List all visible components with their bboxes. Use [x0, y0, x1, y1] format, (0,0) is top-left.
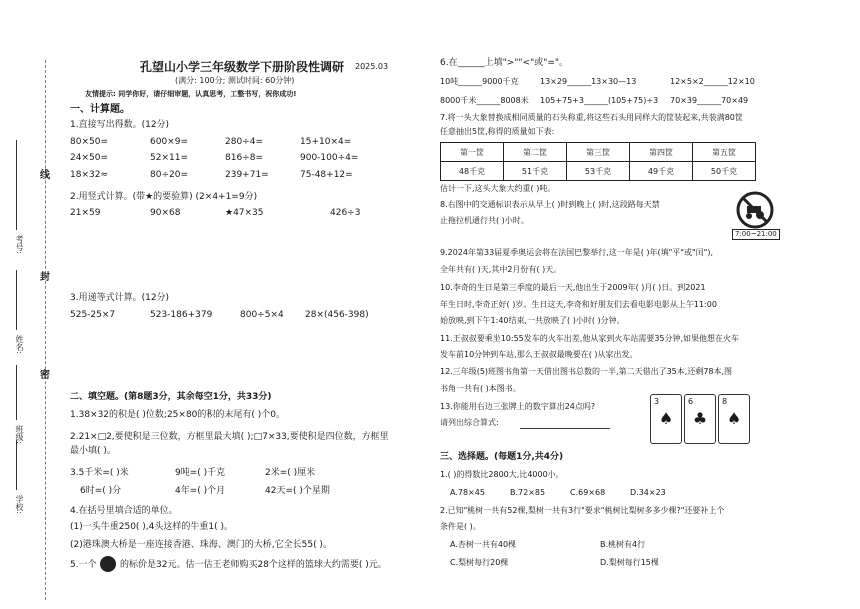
r8-text: 8.右图中的交通标识表示从早上( )时到晚上( )时,这段路每天禁 — [440, 200, 660, 209]
class-field[interactable] — [16, 365, 17, 420]
table-head-4: 第四筐 — [630, 143, 693, 162]
seal-seal-char: 封 — [40, 272, 50, 283]
q3-item-4: 28×(456-398) — [305, 310, 369, 320]
r6-a1: 10吨______9000千克 — [440, 77, 519, 86]
card-3: 3 ♠ — [650, 394, 682, 444]
r11-text: 11.王叔叔要乘坐10:55发车的火车出差,他从家到火车站需要35分钟,如果他想在火车 — [440, 334, 740, 343]
r7-text-b: 任意抽出5筐,称得的质量如下表: — [440, 127, 555, 136]
choice-2-opt-a[interactable]: A.杏树一共有40棵 — [450, 540, 517, 549]
r6-b3: 70×39______70×49 — [670, 96, 749, 105]
q3-item-2: 523-186+379 — [150, 310, 213, 320]
q1-item: 24×50= — [70, 153, 108, 163]
r8-text-b: 止拖拉机通行共( )小时。 — [440, 216, 529, 225]
r12-text-b: 书角一共有( )本图书。 — [440, 384, 521, 393]
seal-line-char: 线 — [40, 170, 50, 181]
q1-item: 816÷8= — [225, 153, 263, 163]
choice-1-opt-b[interactable]: B.72×85 — [510, 488, 546, 497]
choice-2-opt-b[interactable]: B.桃树有4行 — [600, 540, 646, 549]
seal-secret-char: 密 — [40, 370, 50, 381]
q1-item: 18×32≈ — [70, 170, 108, 180]
choice-2: 2.已知"桃树一共有52棵,梨树一共有3行"要求"桃树比梨树多多少棵?"还要补上个 — [440, 506, 725, 515]
table-val-4: 49千克 — [630, 162, 693, 181]
fill-5: 5.一个 — [70, 560, 97, 570]
q1-title: 1.直接写出得数。(12分) — [70, 120, 170, 130]
class-label: 班级: — [15, 425, 24, 444]
table-head-3: 第三筐 — [567, 143, 630, 162]
card-6: 6 ♣ — [684, 394, 716, 444]
q1-item: 52×11= — [150, 153, 188, 163]
table-head-5: 第五筐 — [693, 143, 756, 162]
section-3-title: 三、选择题。(每题1分,共4分) — [440, 452, 564, 462]
r11-text-b: 发车前10分钟到车站,那么王叔叔最晚要在( )从家出发。 — [440, 350, 638, 359]
card-3-rank: 3 — [654, 397, 660, 406]
sign-time-plate: 7:00~21:00 — [732, 229, 780, 240]
table-val-2: 51千克 — [504, 162, 567, 181]
q3-title: 3.用递等式计算。(12分) — [70, 293, 170, 303]
r6-b2: 105+75+3______(105+75)÷3 — [540, 96, 659, 105]
q1-item: 600×9= — [150, 137, 188, 147]
card-8-rank: 8 — [722, 397, 728, 406]
table-val-1: 48千克 — [441, 162, 504, 181]
table-val-3: 53千克 — [567, 162, 630, 181]
choice-1: 1.( )的得数比2800大,比4000小。 — [440, 470, 564, 479]
fill-3a-1: 3.5千米=( )米 — [70, 468, 129, 478]
fill-3b-2: 4年=( )个月 — [175, 486, 226, 496]
fill-2: 2.21×□2,要使积是三位数，方框里最大填( );□7×33,要使积是四位数，方框里 — [70, 432, 389, 442]
card-6-rank: 6 — [688, 397, 694, 406]
r7-text: 7.将一头大象替换成相同质量的石头称重,将这些石头用同样大的筐装起来,共装满80筐 — [440, 113, 743, 122]
fill-5b: 的标价是32元。估一估王老师购买28个这样的篮球大约需要( )元。 — [120, 560, 387, 570]
name-label: 姓名: — [15, 335, 24, 354]
friendly-tip: 友情提示: 同学你好，请仔细审题，认真思考，工整书写，祝你成功! — [85, 90, 297, 98]
r13-text: 13.你能用右边三张牌上的数字算出24点吗? — [440, 402, 596, 411]
r10-text-b: 年生日时,李奇正好( )岁。生日这天,李奇和好朋友们去看电影电影从上午11:00 — [440, 300, 717, 309]
school-field[interactable] — [16, 440, 17, 490]
page-title: 孔望山小学三年级数学下册阶段性调研 — [140, 60, 345, 74]
q1-item: 900-100÷4= — [300, 153, 359, 163]
r7-answer: 估计一下,这头大象大约重( )吨。 — [440, 184, 556, 193]
fill-2b: 最小填( )。 — [70, 446, 116, 456]
card-8: 8 ♠ — [718, 394, 750, 444]
q2-item-4: 426÷3 — [330, 208, 361, 218]
choice-2-opt-d[interactable]: D.梨树每行15棵 — [600, 558, 659, 567]
choice-1-opt-c[interactable]: C.69×68 — [570, 488, 606, 497]
choice-1-opt-a[interactable]: A.78×45 — [450, 488, 485, 497]
q3-item-1: 525-25×7 — [70, 310, 116, 320]
r9-text-b: 全年共有( )天,其中2月份有( )天。 — [440, 265, 562, 274]
exam-no-field[interactable] — [16, 140, 17, 230]
school-label: 学校: — [15, 495, 24, 514]
binding-line — [45, 60, 46, 600]
no-tractor-sign-icon — [735, 190, 775, 230]
fill-3b-1: 6时=( )分 — [80, 486, 122, 496]
r13-text-b: 请列出综合算式: — [440, 418, 499, 427]
section-1-title: 一、计算题。 — [70, 104, 130, 115]
q1-item: 80×50= — [70, 137, 108, 147]
q3-item-3: 800÷5×4 — [240, 310, 284, 320]
r6-a2: 13×29______13×30—13 — [540, 77, 637, 86]
fill-3b-3: 42天=( )个星期 — [265, 486, 330, 496]
table-val-5: 50千克 — [693, 162, 756, 181]
r9-text: 9.2024年第33届夏季奥运会将在法国巴黎举行,这一年是( )年(填"平"或"闰"), — [440, 248, 714, 257]
fill-3a-2: 9吨=( )千克 — [175, 468, 226, 478]
choice-1-opt-d[interactable]: D.34×23 — [630, 488, 666, 497]
q2-item-3: ★47×35 — [225, 208, 264, 218]
q2-item-2: 90×68 — [150, 208, 181, 218]
q1-item: 75-48+12= — [300, 170, 353, 180]
choice-2-opt-c[interactable]: C.梨树每行20棵 — [450, 558, 509, 567]
q1-item: 80÷20= — [150, 170, 188, 180]
q1-item: 15+10×4= — [300, 137, 352, 147]
fill-4: 4.在括号里填合适的单位。 — [70, 506, 178, 516]
basketball-icon — [100, 556, 116, 572]
r6-title: 6.在______上填">""<"或"="。 — [440, 58, 569, 68]
fill-1: 1.38×32的积是( )位数;25×80的积的末尾有( )个0。 — [70, 410, 286, 420]
table-row — [441, 143, 756, 162]
r13-answer-line[interactable] — [520, 428, 610, 429]
table-head-1: 第一筐 — [441, 143, 504, 162]
basket-table — [440, 142, 756, 181]
table-row — [441, 162, 756, 181]
table-head-2: 第二筐 — [504, 143, 567, 162]
r10-text: 10.李奇的生日是第三季度的最后一天,他出生于2009年( )月( )日。到2021 — [440, 283, 706, 292]
fill-4b: (2)港珠澳大桥是一座连接香港、珠海、澳门的大桥,它全长55( )。 — [70, 540, 332, 550]
r10-text-c: 始放映,到下午1:40结束,一共放映了( )小时( )分钟。 — [440, 316, 625, 325]
q1-item: 280÷4= — [225, 137, 263, 147]
q2-title: 2.用竖式计算。(带★的要验算) (2×4+1=9分) — [70, 192, 258, 202]
r6-a3: 12×5×2______12×10 — [670, 77, 755, 86]
r6-b1: 8000千米______8008米 — [440, 96, 529, 105]
choice-2-b: 条件是( )。 — [440, 522, 481, 531]
exam-date: 2025.03 — [355, 62, 389, 71]
r12-text: 12.三年级(5)班图书角第一天借出图书总数的一半,第二天借出了35本,还剩78本,图 — [440, 367, 733, 376]
section-2-title: 二、填空题。(第8题3分，其余每空1分，共33分) — [70, 392, 272, 402]
q2-item-1: 21×59 — [70, 208, 101, 218]
q1-item: 239+71= — [225, 170, 269, 180]
score-info: (满分: 100分; 测试时间: 60分钟) — [175, 76, 295, 85]
fill-3a-3: 2米=( )厘米 — [265, 468, 316, 478]
fill-4a: (1)一头牛重250( ),4头这样的牛重1( )。 — [70, 522, 234, 532]
exam-no-label: 考号: — [15, 235, 24, 254]
name-field[interactable] — [16, 270, 17, 330]
